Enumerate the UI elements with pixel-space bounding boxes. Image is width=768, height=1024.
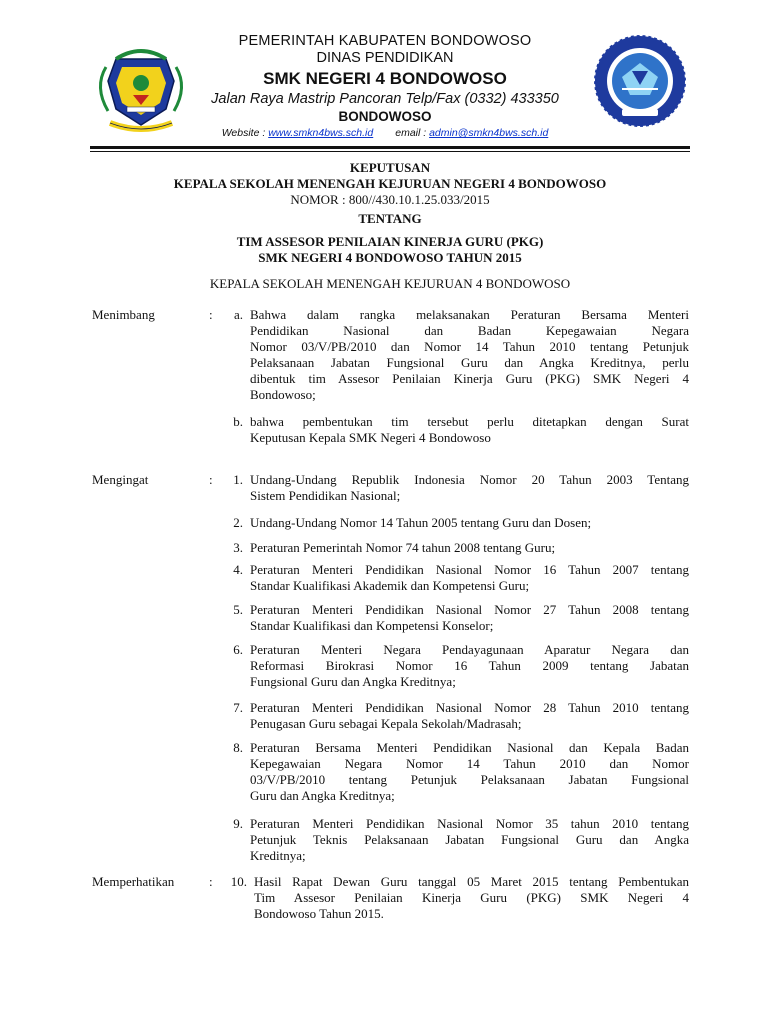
item-text-line: Penugasan Guru sebagai Kepala Sekolah/Madrasah;	[250, 716, 522, 731]
item-text-line: Bondowoso Tahun 2015.	[254, 906, 384, 921]
item-text-line: Tim Assesor Penilaian Kinerja Guru (PKG) SMK Negeri 4	[254, 890, 689, 905]
item-marker: 2.	[233, 515, 243, 530]
school-address: Jalan Raya Mastrip Pancoran Telp/Fax (0332) 433350	[211, 91, 559, 107]
decree-about: TENTANG	[358, 211, 422, 226]
item-text	[250, 414, 689, 446]
item-text-line: Peraturan Menteri Pendidikan Nasional Nomor 27 Tahun 2008 tentang	[250, 602, 689, 617]
item-text	[254, 874, 689, 922]
item-marker: 1.	[233, 472, 243, 487]
item-text	[250, 515, 689, 531]
item-text-line: Nomor 03/V/PB/2010 dan Nomor 14 Tahun 2010 tentang Petunjuk	[250, 339, 689, 354]
item-text-line: Pendidikan Nasional dan Badan Kepegawaian Negara	[250, 323, 689, 338]
item-text	[250, 740, 689, 804]
item-text-line: Standar Kualifikasi dan Kompetensi Konselor;	[250, 618, 494, 633]
website-label: Website :	[221, 127, 269, 139]
item-marker: 3.	[233, 540, 243, 555]
section-colon: :	[209, 307, 213, 322]
item-text	[250, 472, 689, 504]
contact-line	[190, 126, 580, 140]
item-text-line: bahwa pembentukan tim tersebut perlu ditetapkan dengan Surat	[250, 414, 689, 429]
item-text-line: Peraturan Bersama Menteri Pendidikan Nasional dan Kepala Badan	[250, 740, 689, 755]
item-text-line: Peraturan Pemerintah Nomor 74 tahun 2008 tentang Guru;	[250, 540, 556, 555]
item-text	[250, 700, 689, 732]
item-text-line: Undang-Undang Republik Indonesia Nomor 20 Tahun 2003 Tentang	[250, 472, 689, 487]
item-text	[250, 562, 689, 594]
decree-subject-line-1: TIM ASSESOR PENILAIAN KINERJA GURU (PKG)	[236, 234, 544, 249]
item-text-line: Sistem Pendidikan Nasional;	[250, 488, 401, 503]
item-text-line: 03/V/PB/2010 tentang Petunjuk Pelaksanaan Jabatan Fungsional	[250, 772, 689, 787]
item-text-line: Reformasi Birokrasi Nomor 16 Tahun 2009 tentang Jabatan	[250, 658, 689, 673]
item-text-line: Petunjuk Teknis Pelaksanaan Jabatan Fungsional Guru dan Angka	[250, 832, 689, 847]
decree-number: NOMOR : 800//430.10.1.25.033/2015	[290, 192, 490, 207]
item-text-line: Guru dan Angka Kreditnya;	[250, 788, 395, 803]
decree-issuer: KEPALA SEKOLAH MENENGAH KEJURUAN NEGERI 4 BONDOWOSO	[173, 176, 607, 191]
school-head-title: KEPALA SEKOLAH MENENGAH KEJURUAN 4 BONDOWOSO	[209, 276, 571, 291]
email-link[interactable]: admin@smkn4bws.sch.id	[429, 127, 549, 139]
school-city: BONDOWOSO	[338, 109, 432, 124]
item-text-line: Undang-Undang Nomor 14 Tahun 2005 tentang Guru dan Dosen;	[250, 515, 592, 530]
section-label-menimbang: Menimbang	[92, 307, 155, 322]
item-text-line: Pelaksanaan Jabatan Fungsional Guru dan Angka Kreditnya, perlu	[250, 355, 689, 370]
item-marker: 5.	[233, 602, 243, 617]
item-marker: 10.	[230, 874, 247, 889]
letterhead-rule-thin	[90, 151, 690, 152]
department-name: DINAS PENDIDIKAN	[316, 50, 454, 66]
item-text-line: Peraturan Menteri Pendidikan Nasional Nomor 16 Tahun 2007 tentang	[250, 562, 689, 577]
item-marker: b.	[233, 414, 243, 429]
item-marker: 8.	[233, 740, 243, 755]
item-text-line: Bondowoso;	[250, 387, 316, 402]
section-label-memperhatikan: Memperhatikan	[92, 874, 175, 889]
item-marker: 6.	[233, 642, 243, 657]
item-text-line: Bahwa dalam rangka melaksanakan Peraturan Bersama Menteri	[250, 307, 689, 322]
item-marker: 7.	[233, 700, 243, 715]
item-marker: 9.	[233, 816, 243, 831]
item-marker: 4.	[233, 562, 243, 577]
item-marker: a.	[233, 307, 243, 322]
section-colon: :	[209, 874, 213, 889]
letterhead	[190, 33, 580, 140]
item-text-line: Peraturan Menteri Pendidikan Nasional Nomor 35 tahun 2010 tentang	[250, 816, 689, 831]
item-text-line: Kepegawaian Negara Nomor 14 Tahun 2010 dan Nomor	[250, 756, 689, 771]
section-label-mengingat: Mengingat	[92, 472, 149, 487]
item-text	[250, 602, 689, 634]
item-text-line: dibentuk tim Assesor Penilaian Kinerja Guru (PKG) SMK Negeri 4	[250, 371, 689, 386]
item-text-line: Kreditnya;	[250, 848, 306, 863]
item-text-line: Standar Kualifikasi Akademik dan Kompetensi Guru;	[250, 578, 530, 593]
school-name: SMK NEGERI 4 BONDOWOSO	[263, 69, 507, 88]
decree-subject-line-2: SMK NEGERI 4 BONDOWOSO TAHUN 2015	[258, 250, 522, 265]
letterhead-rule-thick	[90, 146, 690, 149]
item-text	[250, 540, 689, 556]
item-text-line: Hasil Rapat Dewan Guru tanggal 05 Maret 2015 tentang Pembentukan	[254, 874, 689, 889]
item-text-line: Peraturan Menteri Pendidikan Nasional Nomor 28 Tahun 2010 tentang	[250, 700, 689, 715]
smkn4-school-emblem-logo	[592, 33, 688, 129]
item-text-line: Keputusan Kepala SMK Negeri 4 Bondowoso	[250, 430, 491, 445]
website-link[interactable]: www.smkn4bws.sch.id	[268, 127, 374, 139]
item-text	[250, 307, 689, 403]
decree-heading: KEPUTUSAN	[349, 160, 431, 175]
item-text	[250, 642, 689, 690]
bondowoso-regency-crest-logo	[86, 37, 196, 137]
section-colon: :	[209, 472, 213, 487]
item-text-line: Fungsional Guru dan Angka Kreditnya;	[250, 674, 456, 689]
email-label: email :	[395, 127, 430, 139]
government-name: PEMERINTAH KABUPATEN BONDOWOSO	[238, 33, 532, 49]
item-text	[250, 816, 689, 864]
item-text-line: Peraturan Menteri Negara Pendayagunaan Aparatur Negara dan	[250, 642, 689, 657]
